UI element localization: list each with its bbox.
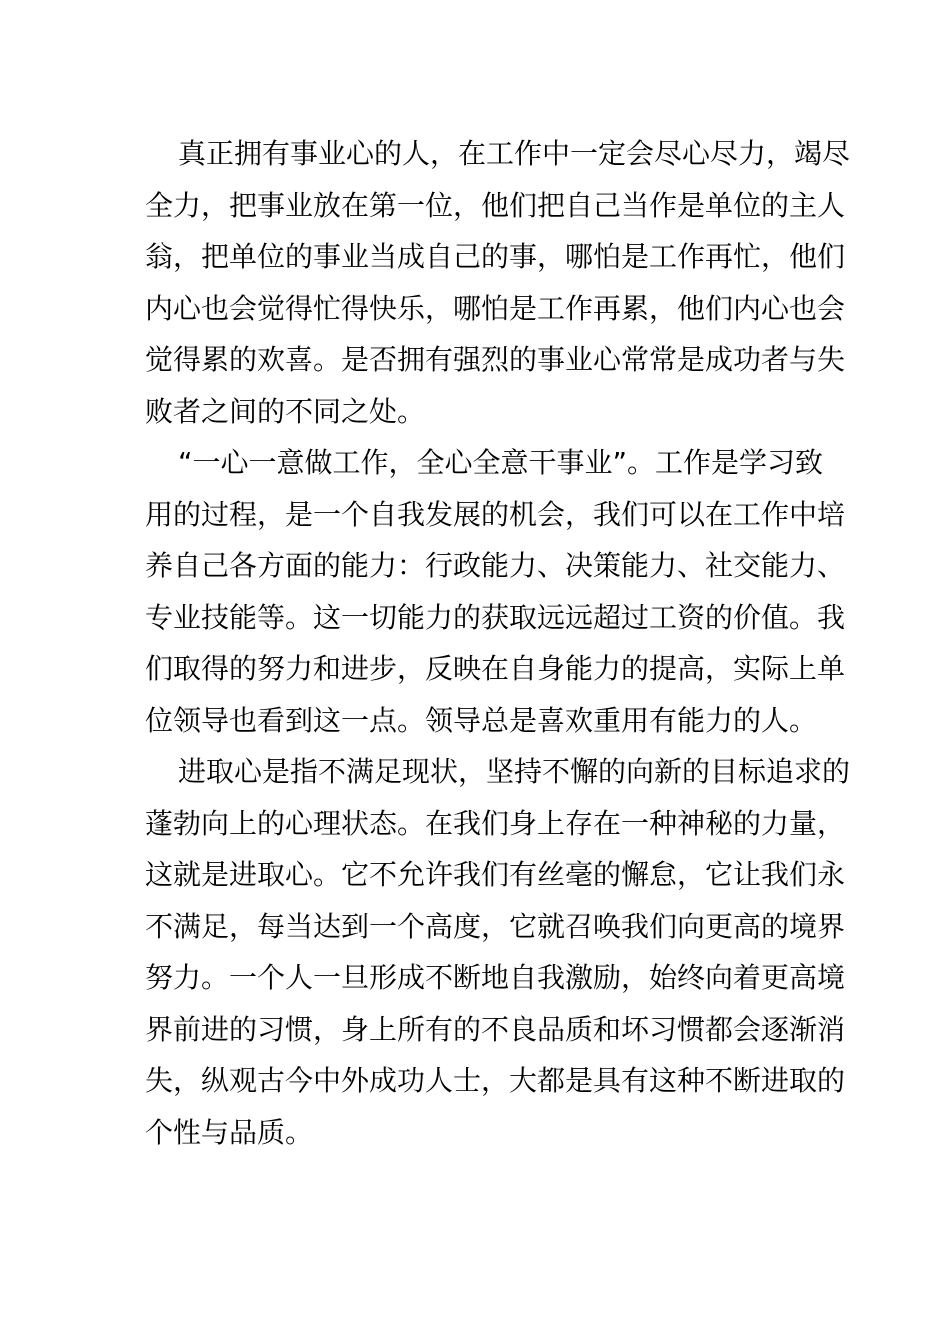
- text-line: 觉得累的欢喜。是否拥有强烈的事业心常常是成功者与失: [145, 343, 846, 376]
- text-line: 专业技能等。这一切能力的获取远远超过工资的价值。我: [145, 600, 846, 634]
- text-line: 翁，把单位的事业当成自己的事，哪怕是工作再忙，他们: [145, 240, 846, 273]
- text-line: 用的过程，是一个自我发展的机会，我们可以在工作中培: [145, 497, 846, 531]
- text-line: 蓬勃向上的心理状态。在我们身上存在一种神秘的力量，: [145, 806, 846, 840]
- text-line: 们取得的努力和进步，反映在自身能力的提高，实际上单: [145, 652, 846, 685]
- text-line: 界前进的习惯，身上所有的不良品质和坏习惯都会逐渐消: [145, 1012, 846, 1046]
- paragraph-1: [145, 128, 851, 437]
- text-line: 全力，把事业放在第一位，他们把自己当作是单位的主人: [145, 188, 846, 222]
- paragraph-2: [145, 437, 846, 746]
- text-line: 内心也会觉得忙得快乐，哪怕是工作再累，他们内心也会: [145, 291, 846, 325]
- text-line: “一心一意做工作，全心全意干事业”。工作是学习致: [178, 446, 824, 479]
- text-line: 养自己各方面的能力：行政能力、决策能力、社交能力、: [145, 549, 846, 582]
- text-line: 败者之间的不同之处。: [145, 394, 426, 428]
- text-line: 真正拥有事业心的人，在工作中一定会尽心尽力，竭尽: [178, 137, 851, 170]
- text-line: 这就是进取心。它不允许我们有丝毫的懈怠，它让我们永: [145, 858, 846, 891]
- paragraph-3: [145, 746, 851, 1158]
- text-line: 失，纵观古今中外成功人士，大都是具有这种不断进取的: [145, 1064, 846, 1097]
- text-line: 不满足，每当达到一个高度，它就召唤我们向更高的境界: [145, 909, 846, 943]
- text-line: 个性与品质。: [145, 1115, 314, 1149]
- text-line: 努力。一个人一旦形成不断地自我激励，始终向着更高境: [145, 961, 846, 994]
- document-body: [145, 128, 851, 1158]
- text-line: 进取心是指不满足现状，坚持不懈的向新的目标追求的: [178, 755, 851, 788]
- text-line: 位领导也看到这一点。领导总是喜欢重用有能力的人。: [145, 703, 818, 737]
